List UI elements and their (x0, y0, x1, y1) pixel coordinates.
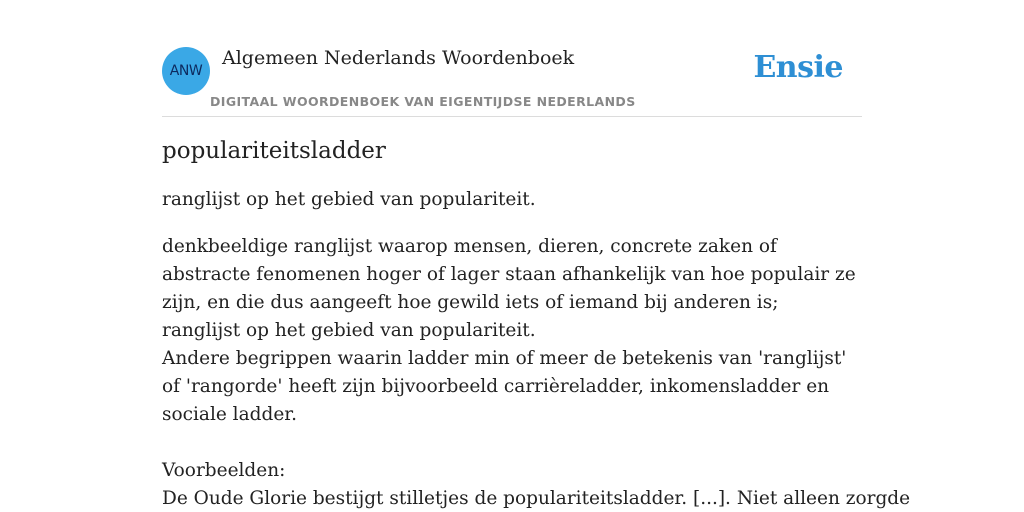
paragraph-spacer (162, 429, 862, 457)
examples-label: Voorbeelden: (162, 460, 286, 481)
page-title: populariteitsladder (162, 138, 386, 164)
entry-content (162, 138, 911, 512)
site-title[interactable]: Algemeen Nederlands Woordenboek (222, 47, 575, 69)
ensie-brand-logo[interactable]: Ensie (753, 50, 843, 85)
site-subtitle: DIGITAAL WOORDENBOEK VAN EIGENTIJDSE NEDERLANDS (210, 94, 636, 109)
anw-logo[interactable]: ANW (162, 47, 210, 95)
site-header (162, 46, 862, 117)
long-definition: denkbeeldige ranglijst waarop mensen, dieren, concrete zaken of abstracte fenomenen hoger of lager staan afhankelijk van hoe populair ze zijn, en die dus aangeeft hoe gewild iets of iemand bij anderen is; ranglijst op het gebied van populariteit. Andere begrippen waarin ladder min of meer de betekenis van 'ranglijst' of 'rangorde' heeft zijn bijvoorbeeld carrièreladder, inkomensladder en sociale ladder. (162, 236, 856, 425)
short-definition: ranglijst op het gebied van populariteit. (162, 189, 536, 210)
example-text: De Oude Glorie bestijgt stilletjes de populariteitsladder. [...]. Niet alleen zorgde (162, 488, 911, 509)
